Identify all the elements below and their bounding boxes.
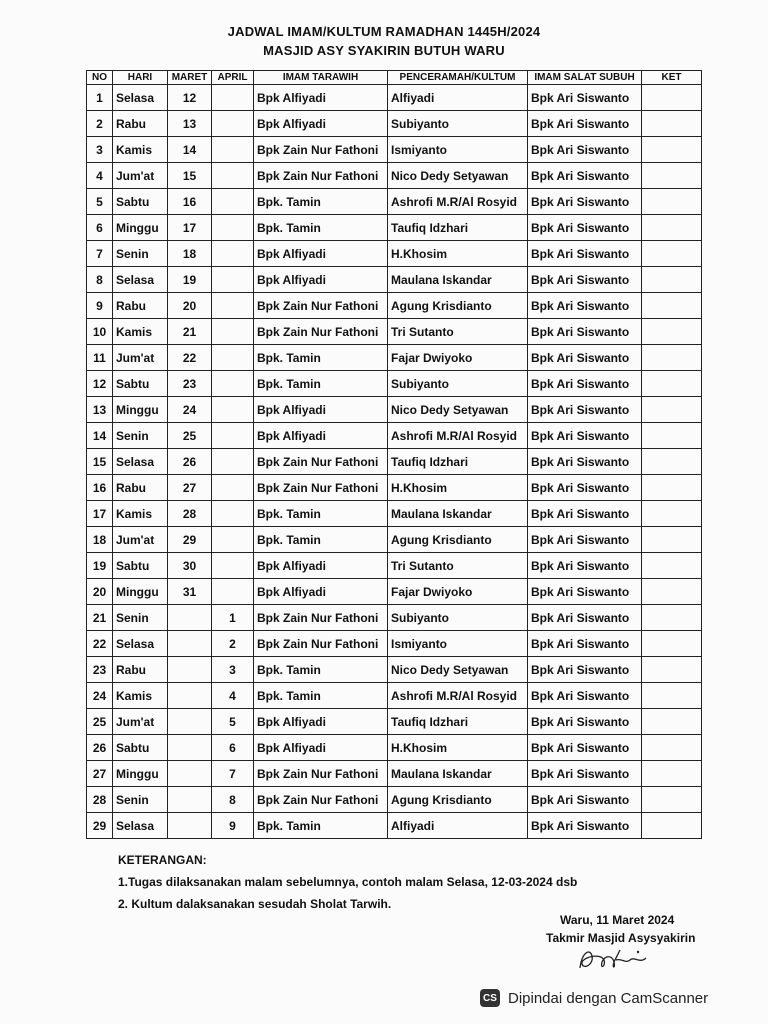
row-no: 2: [87, 111, 113, 137]
row-no: 18: [87, 527, 113, 553]
row-hari: Senin: [113, 241, 168, 267]
row-maret: 26: [168, 449, 212, 475]
row-imam-tarawih: Bpk. Tamin: [254, 657, 388, 683]
table-row: [87, 241, 702, 267]
row-april: 4: [212, 683, 254, 709]
row-imam-subuh: Bpk Ari Siswanto: [528, 215, 642, 241]
row-no: 22: [87, 631, 113, 657]
row-no: 19: [87, 553, 113, 579]
row-imam-subuh: Bpk Ari Siswanto: [528, 735, 642, 761]
row-april: [212, 345, 254, 371]
row-april: [212, 215, 254, 241]
row-ket: [642, 579, 702, 605]
row-ket: [642, 371, 702, 397]
row-maret: 13: [168, 111, 212, 137]
signature-organization: Takmir Masjid Asysyakirin: [546, 931, 696, 945]
row-maret: 17: [168, 215, 212, 241]
row-penceramah: H.Khosim: [388, 475, 528, 501]
row-imam-tarawih: Bpk Zain Nur Fathoni: [254, 605, 388, 631]
row-april: 7: [212, 761, 254, 787]
notes-heading: KETERANGAN:: [118, 853, 207, 867]
row-ket: [642, 215, 702, 241]
table-row: [87, 631, 702, 657]
table-row: [87, 423, 702, 449]
row-april: [212, 527, 254, 553]
table-row: [87, 163, 702, 189]
row-imam-tarawih: Bpk Alfiyadi: [254, 735, 388, 761]
row-no: 11: [87, 345, 113, 371]
row-penceramah: Agung Krisdianto: [388, 787, 528, 813]
row-penceramah: Subiyanto: [388, 111, 528, 137]
table-row: [87, 267, 702, 293]
row-penceramah: Fajar Dwiyoko: [388, 345, 528, 371]
row-april: [212, 137, 254, 163]
table-row: [87, 553, 702, 579]
row-imam-tarawih: Bpk Alfiyadi: [254, 111, 388, 137]
row-penceramah: Nico Dedy Setyawan: [388, 657, 528, 683]
row-imam-tarawih: Bpk Zain Nur Fathoni: [254, 761, 388, 787]
row-penceramah: Maulana Iskandar: [388, 761, 528, 787]
table-row: [87, 527, 702, 553]
row-no: 15: [87, 449, 113, 475]
row-maret: [168, 605, 212, 631]
row-no: 27: [87, 761, 113, 787]
row-no: 13: [87, 397, 113, 423]
schedule-table: [86, 70, 702, 839]
row-hari: Sabtu: [113, 371, 168, 397]
header-ket: KET: [642, 71, 702, 85]
row-hari: Kamis: [113, 501, 168, 527]
row-penceramah: Maulana Iskandar: [388, 501, 528, 527]
row-imam-tarawih: Bpk. Tamin: [254, 345, 388, 371]
header-maret: MARET: [168, 71, 212, 85]
row-penceramah: Subiyanto: [388, 605, 528, 631]
table-row: [87, 475, 702, 501]
row-imam-tarawih: Bpk Zain Nur Fathoni: [254, 449, 388, 475]
row-imam-tarawih: Bpk Zain Nur Fathoni: [254, 475, 388, 501]
row-hari: Selasa: [113, 631, 168, 657]
row-april: [212, 579, 254, 605]
row-maret: 25: [168, 423, 212, 449]
row-maret: [168, 735, 212, 761]
row-maret: [168, 787, 212, 813]
row-imam-tarawih: Bpk Alfiyadi: [254, 241, 388, 267]
row-imam-subuh: Bpk Ari Siswanto: [528, 553, 642, 579]
row-penceramah: Ashrofi M.R/Al Rosyid: [388, 189, 528, 215]
row-april: [212, 475, 254, 501]
row-imam-subuh: Bpk Ari Siswanto: [528, 475, 642, 501]
table-row: [87, 137, 702, 163]
row-imam-tarawih: Bpk Alfiyadi: [254, 397, 388, 423]
row-imam-tarawih: Bpk Zain Nur Fathoni: [254, 631, 388, 657]
row-april: [212, 501, 254, 527]
row-no: 3: [87, 137, 113, 163]
row-no: 12: [87, 371, 113, 397]
row-imam-subuh: Bpk Ari Siswanto: [528, 449, 642, 475]
table-row: [87, 735, 702, 761]
row-imam-tarawih: Bpk Zain Nur Fathoni: [254, 319, 388, 345]
row-imam-tarawih: Bpk Zain Nur Fathoni: [254, 787, 388, 813]
table-row: [87, 111, 702, 137]
row-imam-subuh: Bpk Ari Siswanto: [528, 605, 642, 631]
row-no: 9: [87, 293, 113, 319]
row-imam-subuh: Bpk Ari Siswanto: [528, 813, 642, 839]
row-maret: 30: [168, 553, 212, 579]
row-april: [212, 319, 254, 345]
row-imam-subuh: Bpk Ari Siswanto: [528, 787, 642, 813]
row-hari: Sabtu: [113, 189, 168, 215]
row-ket: [642, 423, 702, 449]
signature-place-date: Waru, 11 Maret 2024: [560, 913, 675, 927]
document-title: JADWAL IMAM/KULTUM RAMADHAN 1445H/2024: [227, 24, 541, 39]
table-row: [87, 293, 702, 319]
row-april: [212, 241, 254, 267]
note-item-1: 1.Tugas dilaksanakan malam sebelumnya, contoh malam Selasa, 12-03-2024 dsb: [118, 875, 578, 889]
row-imam-subuh: Bpk Ari Siswanto: [528, 683, 642, 709]
row-maret: 31: [168, 579, 212, 605]
row-penceramah: Ashrofi M.R/Al Rosyid: [388, 683, 528, 709]
table-header-row: [87, 71, 702, 85]
row-ket: [642, 813, 702, 839]
table-row: [87, 319, 702, 345]
row-no: 17: [87, 501, 113, 527]
table-row: [87, 371, 702, 397]
row-penceramah: Agung Krisdianto: [388, 527, 528, 553]
row-imam-tarawih: Bpk Zain Nur Fathoni: [254, 293, 388, 319]
table-row: [87, 657, 702, 683]
row-ket: [642, 449, 702, 475]
row-imam-tarawih: Bpk Zain Nur Fathoni: [254, 137, 388, 163]
row-imam-tarawih: Bpk Alfiyadi: [254, 553, 388, 579]
row-april: [212, 449, 254, 475]
row-ket: [642, 241, 702, 267]
table-row: [87, 397, 702, 423]
row-maret: 12: [168, 85, 212, 111]
row-hari: Jum'at: [113, 527, 168, 553]
row-penceramah: Maulana Iskandar: [388, 267, 528, 293]
row-no: 20: [87, 579, 113, 605]
row-no: 26: [87, 735, 113, 761]
row-ket: [642, 163, 702, 189]
row-april: [212, 189, 254, 215]
row-ket: [642, 397, 702, 423]
table-row: [87, 189, 702, 215]
row-ket: [642, 553, 702, 579]
row-maret: [168, 761, 212, 787]
row-april: 6: [212, 735, 254, 761]
row-penceramah: H.Khosim: [388, 735, 528, 761]
row-ket: [642, 189, 702, 215]
header-hari: HARI: [113, 71, 168, 85]
row-april: 5: [212, 709, 254, 735]
row-maret: 16: [168, 189, 212, 215]
row-no: 5: [87, 189, 113, 215]
row-penceramah: Alfiyadi: [388, 85, 528, 111]
row-penceramah: Fajar Dwiyoko: [388, 579, 528, 605]
row-april: 2: [212, 631, 254, 657]
row-ket: [642, 631, 702, 657]
row-imam-tarawih: Bpk. Tamin: [254, 501, 388, 527]
row-penceramah: Tri Sutanto: [388, 319, 528, 345]
row-ket: [642, 605, 702, 631]
table-row: [87, 501, 702, 527]
row-hari: Jum'at: [113, 163, 168, 189]
row-maret: 18: [168, 241, 212, 267]
table-row: [87, 761, 702, 787]
table-row: [87, 683, 702, 709]
row-no: 25: [87, 709, 113, 735]
header-imam-subuh: IMAM SALAT SUBUH: [528, 71, 642, 85]
table-row: [87, 787, 702, 813]
row-maret: 23: [168, 371, 212, 397]
row-hari: Sabtu: [113, 553, 168, 579]
row-hari: Jum'at: [113, 709, 168, 735]
header-april: APRIL: [212, 71, 254, 85]
row-maret: 29: [168, 527, 212, 553]
row-maret: [168, 709, 212, 735]
row-no: 21: [87, 605, 113, 631]
row-ket: [642, 501, 702, 527]
row-hari: Selasa: [113, 85, 168, 111]
row-imam-subuh: Bpk Ari Siswanto: [528, 761, 642, 787]
row-imam-subuh: Bpk Ari Siswanto: [528, 397, 642, 423]
row-penceramah: Taufiq Idzhari: [388, 215, 528, 241]
row-maret: 22: [168, 345, 212, 371]
row-imam-tarawih: Bpk. Tamin: [254, 813, 388, 839]
row-april: [212, 267, 254, 293]
row-imam-subuh: Bpk Ari Siswanto: [528, 345, 642, 371]
row-maret: 24: [168, 397, 212, 423]
row-penceramah: Nico Dedy Setyawan: [388, 163, 528, 189]
row-maret: [168, 657, 212, 683]
row-ket: [642, 137, 702, 163]
note-item-2: 2. Kultum dalaksanakan sesudah Sholat Tarwih.: [118, 897, 392, 911]
header-imam-tarawih: IMAM TARAWIH: [254, 71, 388, 85]
row-april: 3: [212, 657, 254, 683]
row-hari: Minggu: [113, 215, 168, 241]
row-ket: [642, 319, 702, 345]
row-penceramah: Ashrofi M.R/Al Rosyid: [388, 423, 528, 449]
row-maret: [168, 813, 212, 839]
row-maret: 28: [168, 501, 212, 527]
table-row: [87, 605, 702, 631]
row-imam-subuh: Bpk Ari Siswanto: [528, 163, 642, 189]
row-imam-tarawih: Bpk Alfiyadi: [254, 709, 388, 735]
row-hari: Minggu: [113, 397, 168, 423]
row-imam-subuh: Bpk Ari Siswanto: [528, 111, 642, 137]
row-maret: [168, 683, 212, 709]
row-ket: [642, 345, 702, 371]
table-row: [87, 813, 702, 839]
row-april: [212, 397, 254, 423]
header-penceramah: PENCERAMAH/KULTUM: [388, 71, 528, 85]
row-imam-subuh: Bpk Ari Siswanto: [528, 371, 642, 397]
row-hari: Minggu: [113, 579, 168, 605]
row-no: 14: [87, 423, 113, 449]
row-april: [212, 85, 254, 111]
row-imam-subuh: Bpk Ari Siswanto: [528, 423, 642, 449]
row-imam-subuh: Bpk Ari Siswanto: [528, 579, 642, 605]
row-imam-tarawih: Bpk Alfiyadi: [254, 85, 388, 111]
document-subtitle: MASJID ASY SYAKIRIN BUTUH WARU: [263, 43, 505, 58]
row-no: 1: [87, 85, 113, 111]
row-hari: Kamis: [113, 319, 168, 345]
row-imam-tarawih: Bpk Alfiyadi: [254, 423, 388, 449]
row-imam-subuh: Bpk Ari Siswanto: [528, 267, 642, 293]
row-april: [212, 293, 254, 319]
table-row: [87, 85, 702, 111]
row-hari: Jum'at: [113, 345, 168, 371]
row-hari: Senin: [113, 423, 168, 449]
table-row: [87, 579, 702, 605]
row-penceramah: Alfiyadi: [388, 813, 528, 839]
row-april: 9: [212, 813, 254, 839]
row-april: [212, 371, 254, 397]
row-imam-subuh: Bpk Ari Siswanto: [528, 501, 642, 527]
row-ket: [642, 709, 702, 735]
row-imam-tarawih: Bpk. Tamin: [254, 215, 388, 241]
row-ket: [642, 787, 702, 813]
row-maret: 15: [168, 163, 212, 189]
header-no: NO: [87, 71, 113, 85]
row-hari: Rabu: [113, 657, 168, 683]
row-hari: Senin: [113, 787, 168, 813]
row-hari: Kamis: [113, 683, 168, 709]
row-penceramah: Ismiyanto: [388, 631, 528, 657]
row-ket: [642, 683, 702, 709]
row-penceramah: Agung Krisdianto: [388, 293, 528, 319]
row-ket: [642, 657, 702, 683]
row-penceramah: H.Khosim: [388, 241, 528, 267]
row-hari: Selasa: [113, 267, 168, 293]
row-april: [212, 163, 254, 189]
row-hari: Kamis: [113, 137, 168, 163]
row-hari: Rabu: [113, 111, 168, 137]
row-imam-subuh: Bpk Ari Siswanto: [528, 241, 642, 267]
row-ket: [642, 475, 702, 501]
row-ket: [642, 111, 702, 137]
row-imam-tarawih: Bpk. Tamin: [254, 189, 388, 215]
row-imam-subuh: Bpk Ari Siswanto: [528, 319, 642, 345]
row-april: [212, 111, 254, 137]
camscanner-logo-icon: CS: [480, 989, 500, 1007]
row-imam-tarawih: Bpk Alfiyadi: [254, 267, 388, 293]
row-no: 8: [87, 267, 113, 293]
row-imam-tarawih: Bpk. Tamin: [254, 683, 388, 709]
row-no: 23: [87, 657, 113, 683]
row-maret: 19: [168, 267, 212, 293]
camscanner-label: Dipindai dengan CamScanner: [508, 989, 709, 1007]
row-no: 4: [87, 163, 113, 189]
row-maret: 27: [168, 475, 212, 501]
row-imam-subuh: Bpk Ari Siswanto: [528, 631, 642, 657]
row-ket: [642, 735, 702, 761]
row-penceramah: Ismiyanto: [388, 137, 528, 163]
row-no: 10: [87, 319, 113, 345]
row-hari: Senin: [113, 605, 168, 631]
row-imam-tarawih: Bpk. Tamin: [254, 527, 388, 553]
row-maret: 14: [168, 137, 212, 163]
row-penceramah: Nico Dedy Setyawan: [388, 397, 528, 423]
row-hari: Minggu: [113, 761, 168, 787]
row-penceramah: Subiyanto: [388, 371, 528, 397]
row-penceramah: Taufiq Idzhari: [388, 709, 528, 735]
row-imam-tarawih: Bpk Zain Nur Fathoni: [254, 163, 388, 189]
row-imam-subuh: Bpk Ari Siswanto: [528, 189, 642, 215]
row-april: [212, 553, 254, 579]
row-ket: [642, 527, 702, 553]
row-imam-subuh: Bpk Ari Siswanto: [528, 709, 642, 735]
row-maret: 20: [168, 293, 212, 319]
table-row: [87, 449, 702, 475]
row-penceramah: Taufiq Idzhari: [388, 449, 528, 475]
row-no: 28: [87, 787, 113, 813]
row-penceramah: Tri Sutanto: [388, 553, 528, 579]
row-april: 8: [212, 787, 254, 813]
row-hari: Rabu: [113, 293, 168, 319]
handwritten-signature: [570, 942, 660, 976]
row-april: 1: [212, 605, 254, 631]
row-ket: [642, 85, 702, 111]
row-imam-subuh: Bpk Ari Siswanto: [528, 293, 642, 319]
row-no: 16: [87, 475, 113, 501]
row-no: 7: [87, 241, 113, 267]
row-hari: Selasa: [113, 449, 168, 475]
row-hari: Rabu: [113, 475, 168, 501]
row-imam-subuh: Bpk Ari Siswanto: [528, 657, 642, 683]
row-imam-subuh: Bpk Ari Siswanto: [528, 527, 642, 553]
row-no: 24: [87, 683, 113, 709]
row-ket: [642, 267, 702, 293]
camscanner-watermark: [480, 986, 708, 1010]
row-imam-subuh: Bpk Ari Siswanto: [528, 137, 642, 163]
row-ket: [642, 293, 702, 319]
row-april: [212, 423, 254, 449]
row-imam-subuh: Bpk Ari Siswanto: [528, 85, 642, 111]
row-ket: [642, 761, 702, 787]
row-hari: Sabtu: [113, 735, 168, 761]
row-maret: [168, 631, 212, 657]
row-no: 29: [87, 813, 113, 839]
row-imam-tarawih: Bpk Alfiyadi: [254, 579, 388, 605]
table-row: [87, 345, 702, 371]
table-row: [87, 215, 702, 241]
row-no: 6: [87, 215, 113, 241]
table-row: [87, 709, 702, 735]
row-hari: Selasa: [113, 813, 168, 839]
row-imam-tarawih: Bpk. Tamin: [254, 371, 388, 397]
row-maret: 21: [168, 319, 212, 345]
